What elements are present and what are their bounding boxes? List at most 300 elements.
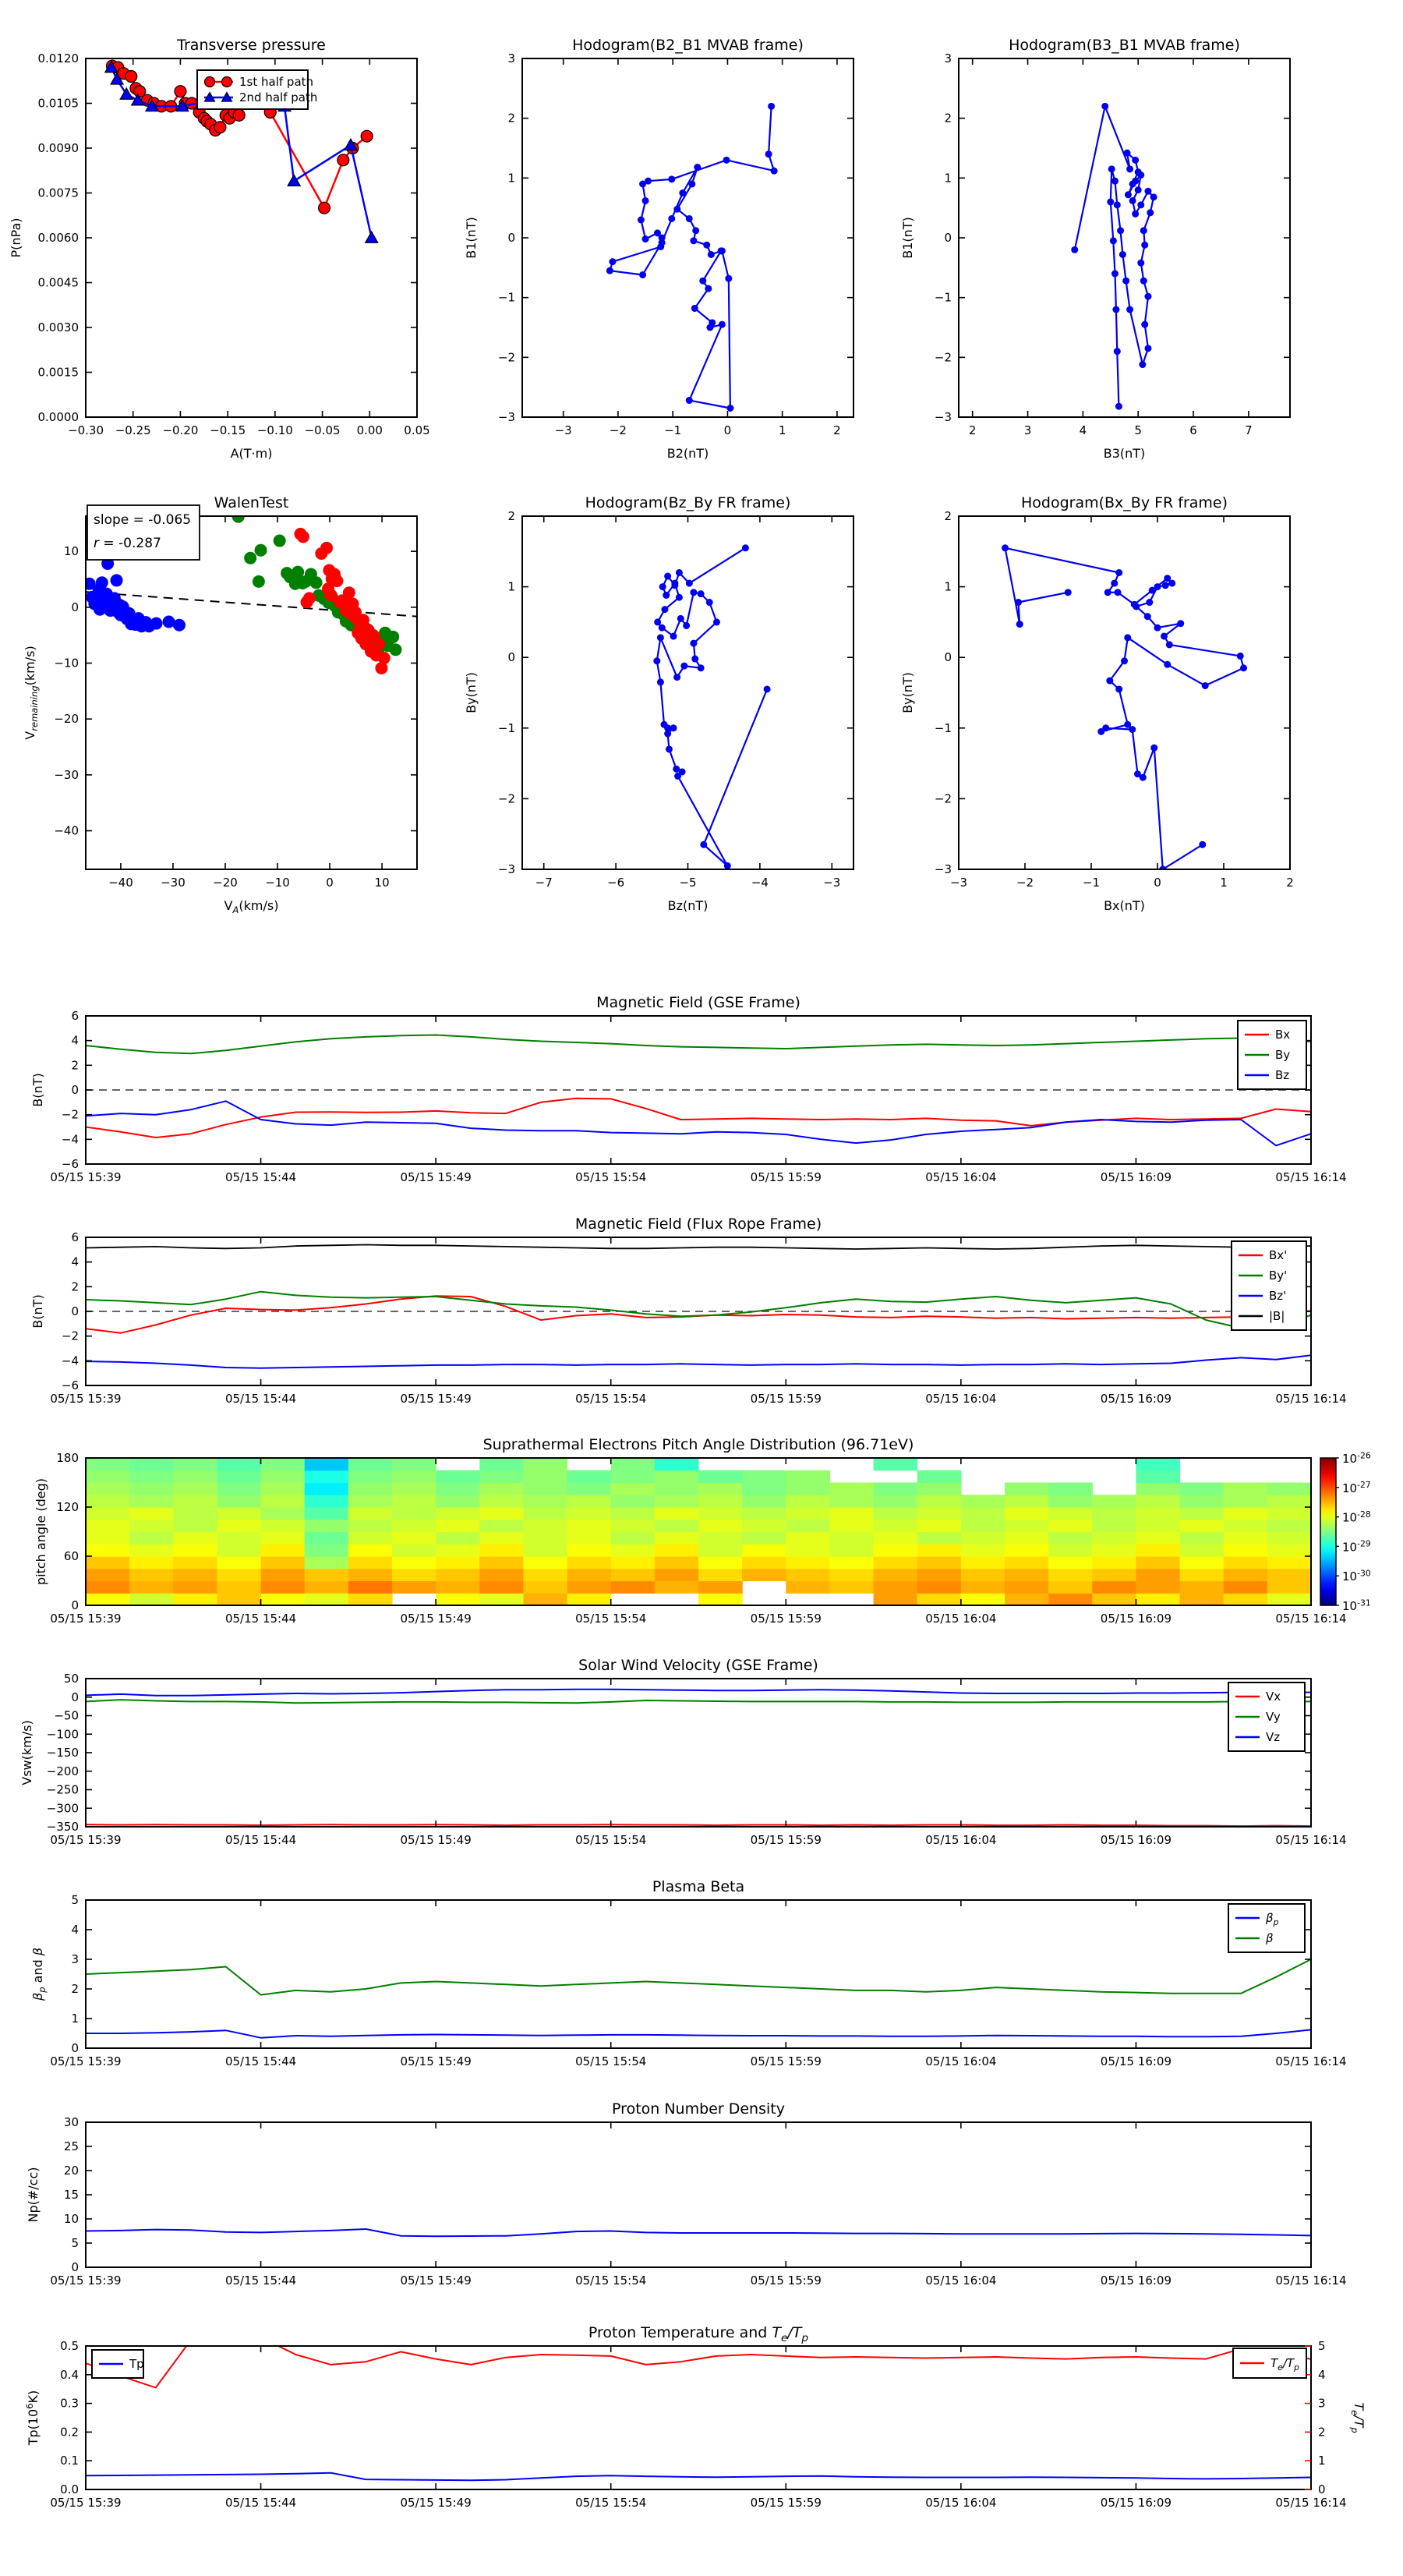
heatmap-cell — [523, 1556, 567, 1569]
heatmap-cell — [917, 1556, 962, 1569]
heatmap-cell — [86, 1520, 130, 1532]
series-Vx — [86, 1824, 1311, 1826]
heatmap-cell — [348, 1581, 393, 1594]
heatmap-cell — [874, 1483, 918, 1495]
y-tick-label: 4 — [71, 1033, 79, 1048]
y-axis-label: Vsw(km/s) — [19, 1720, 34, 1785]
heatmap-cell — [217, 1593, 261, 1605]
x-tick-label: 05/15 15:59 — [750, 1833, 822, 1847]
heatmap-cell — [961, 1507, 1005, 1520]
point-marker — [1202, 682, 1209, 689]
heatmap-cell — [392, 1532, 436, 1545]
x-tick-label: 05/15 16:14 — [1275, 1833, 1347, 1847]
point-marker — [1112, 306, 1119, 313]
heatmap-cell — [917, 1581, 962, 1594]
point-marker — [337, 154, 349, 166]
y-tick-label: 0 — [71, 1598, 79, 1612]
heatmap-cell — [917, 1483, 962, 1495]
point-marker — [1177, 620, 1184, 627]
heatmap-cell — [173, 1520, 217, 1532]
point-marker — [1129, 197, 1136, 204]
point-marker — [699, 278, 706, 285]
y-tick-label: 10 — [63, 544, 79, 559]
heatmap-cell — [348, 1495, 393, 1507]
y-tick-label: −1 — [497, 720, 515, 735]
fit-line — [86, 592, 417, 617]
point-marker — [1125, 191, 1132, 198]
x-tick-label: 05/15 15:49 — [400, 1392, 472, 1406]
series-Np — [86, 2229, 1311, 2236]
point-marker — [659, 625, 666, 632]
point-marker — [1137, 201, 1144, 208]
y-tick-label: 1 — [944, 579, 952, 594]
heatmap-cell — [655, 1532, 699, 1545]
point-marker — [1115, 569, 1122, 576]
heatmap-cell — [1048, 1532, 1093, 1545]
x-tick-label: 05/15 16:04 — [925, 1833, 997, 1847]
point-marker — [1150, 745, 1157, 752]
heatmap-cell — [1005, 1532, 1049, 1545]
heatmap-cell — [1267, 1483, 1312, 1495]
x-tick-label: −3 — [823, 876, 841, 890]
point-marker — [663, 592, 670, 599]
x-axis-label: Bz(nT) — [667, 898, 709, 913]
heatmap-cell — [1092, 1532, 1136, 1545]
heatmap-cell — [1224, 1520, 1268, 1532]
y-tick-label: −200 — [46, 1764, 79, 1778]
heatmap-cell — [1136, 1593, 1180, 1605]
heatmap-cell — [392, 1581, 436, 1594]
heatmap-cell — [829, 1520, 874, 1532]
point-marker — [691, 305, 698, 312]
heatmap-cell — [392, 1544, 436, 1556]
y-tick-label: 6 — [71, 1009, 79, 1023]
x-tick-label: −3 — [949, 876, 968, 890]
heatmap-cell — [786, 1483, 830, 1495]
y-axis-label: B1(nT) — [900, 217, 915, 259]
panel-title: Suprathermal Electrons Pitch Angle Distribution (96.71eV) — [482, 1436, 914, 1453]
series-Bz' — [86, 1355, 1311, 1368]
heatmap-cell — [917, 1520, 962, 1532]
point-marker — [639, 271, 646, 278]
heatmap-cell — [1092, 1520, 1136, 1532]
heatmap-cell — [523, 1544, 567, 1556]
heatmap-cell — [305, 1544, 349, 1556]
heatmap-cell — [829, 1532, 874, 1545]
x-tick-label: −2 — [609, 423, 627, 437]
y-tick-label: 0.0060 — [37, 231, 79, 245]
heatmap-cell — [1180, 1532, 1225, 1545]
heatmap-cell — [742, 1569, 786, 1581]
heatmap-cell — [874, 1507, 918, 1520]
heatmap-cell — [742, 1495, 786, 1507]
point-marker — [676, 569, 683, 576]
point-marker — [686, 580, 693, 587]
heatmap-cell — [392, 1569, 436, 1581]
heatmap-cell — [874, 1520, 918, 1532]
heatmap-cell — [1048, 1507, 1093, 1520]
heatmap-cell — [1267, 1593, 1312, 1605]
point-marker — [726, 405, 733, 412]
x-tick-label: 05/15 15:54 — [575, 1612, 647, 1626]
heatmap-cell — [86, 1495, 130, 1507]
heatmap-cell — [961, 1532, 1005, 1545]
triangle-marker — [288, 175, 300, 186]
heatmap-cell — [829, 1556, 874, 1569]
heatmap-cell — [1267, 1581, 1312, 1594]
y-tick-label: 2 — [507, 509, 515, 523]
heatmap-cell — [611, 1483, 656, 1495]
point-marker — [679, 189, 686, 196]
point-marker — [673, 206, 680, 213]
y-axis-label: B(nT) — [30, 1073, 45, 1107]
panel-hodogram-bxby — [900, 494, 1294, 913]
heatmap-cell — [1224, 1556, 1268, 1569]
x-tick-label: 05/15 16:09 — [1100, 2273, 1172, 2288]
y-tick-label: 6 — [71, 1230, 79, 1244]
y-tick-label: 0 — [71, 1690, 79, 1704]
heatmap-cell — [961, 1581, 1005, 1594]
legend — [1238, 1021, 1306, 1089]
y-tick-label: −350 — [46, 1820, 79, 1834]
point-marker — [668, 215, 675, 222]
y-tick-label: −1 — [934, 720, 952, 735]
point-marker — [274, 535, 286, 547]
x-tick-label: 6 — [1189, 423, 1197, 437]
colorbar-tick-label: $10^{-26}$ — [1342, 1450, 1371, 1466]
y-tick-label: 0 — [944, 231, 952, 245]
point-marker — [1119, 251, 1126, 258]
heatmap-cell — [129, 1593, 174, 1605]
y-axis-label: pitch angle (deg) — [34, 1477, 48, 1586]
heatmap-cell — [917, 1470, 962, 1483]
heatmap-cell — [786, 1544, 830, 1556]
heatmap-cell — [567, 1593, 612, 1605]
heatmap-cell — [567, 1483, 612, 1495]
point-marker — [297, 531, 309, 543]
heatmap-cell — [1224, 1507, 1268, 1520]
x-tick-label: −3 — [554, 423, 572, 437]
heatmap-cell — [479, 1593, 524, 1605]
y-tick-label: −4 — [61, 1353, 79, 1368]
heatmap-cell — [523, 1593, 567, 1605]
heatmap-cell — [611, 1470, 656, 1483]
heatmap-cell — [217, 1458, 261, 1470]
legend-label: $\beta_p$ — [1266, 1911, 1279, 1927]
annotation-line: r = -0.287 — [94, 536, 161, 551]
heatmap-cell — [129, 1458, 174, 1470]
heatmap-cell — [1180, 1495, 1225, 1507]
heatmap-cell — [173, 1556, 217, 1569]
heatmap-cell — [1048, 1569, 1093, 1581]
heatmap-cell — [436, 1507, 480, 1520]
heatmap-cell — [611, 1544, 656, 1556]
point-marker — [1144, 293, 1151, 300]
x-tick-label: −6 — [607, 876, 625, 890]
heatmap-cell — [1136, 1483, 1180, 1495]
y-tick-label: −2 — [934, 350, 952, 365]
heatmap-cell — [655, 1581, 699, 1594]
heatmap-cell — [348, 1593, 393, 1605]
heatmap-cell — [1092, 1569, 1136, 1581]
heatmap-cell — [523, 1569, 567, 1581]
point-marker — [708, 251, 715, 258]
heatmap-cell — [1005, 1556, 1049, 1569]
heatmap-cell — [129, 1581, 174, 1594]
heatmap-cell — [698, 1556, 743, 1569]
point-marker — [706, 324, 713, 331]
heatmap-cell — [1005, 1483, 1049, 1495]
point-marker — [1154, 583, 1161, 590]
heatmap-cell — [655, 1569, 699, 1581]
y-tick-label: 3 — [507, 51, 515, 65]
heatmap-cell — [217, 1569, 261, 1581]
colorbar — [1320, 1450, 1371, 1613]
heatmap-cell — [479, 1544, 524, 1556]
point-marker — [222, 77, 232, 87]
point-marker — [703, 242, 710, 249]
panel-transverse-pressure — [9, 37, 430, 461]
y-tick-label: −3 — [934, 862, 952, 876]
point-marker — [310, 576, 323, 589]
heatmap-cell — [611, 1556, 656, 1569]
point-marker — [1140, 278, 1147, 285]
heatmap-cell — [1048, 1495, 1093, 1507]
heatmap-cell — [611, 1458, 656, 1470]
point-marker — [111, 574, 123, 586]
point-marker — [677, 615, 684, 622]
panel-title: Proton Number Density — [612, 2100, 785, 2118]
x-tick-label: 05/15 15:54 — [575, 1833, 647, 1847]
heatmap-cell — [874, 1556, 918, 1569]
colorbar-tick-label: $10^{-31}$ — [1342, 1598, 1371, 1613]
x-tick-label: 05/15 16:04 — [925, 1612, 997, 1626]
heatmap-cell — [173, 1544, 217, 1556]
y-tick-label: 0.0 — [60, 2482, 79, 2496]
x-tick-label: 05/15 15:49 — [400, 2054, 472, 2068]
heatmap-cell — [436, 1532, 480, 1545]
heatmap-cell — [305, 1495, 349, 1507]
heatmap-cell — [173, 1593, 217, 1605]
x-tick-label: −10 — [265, 876, 290, 890]
heatmap-cell — [786, 1507, 830, 1520]
point-marker — [690, 640, 697, 647]
heatmap-cell — [436, 1569, 480, 1581]
heatmap-cell — [1136, 1495, 1180, 1507]
point-marker — [686, 215, 693, 222]
point-marker — [691, 656, 698, 663]
heatmap-cell — [1005, 1581, 1049, 1594]
x-tick-label: −5 — [679, 876, 697, 890]
x-tick-label: 2 — [1286, 876, 1294, 890]
heatmap-cell — [173, 1495, 217, 1507]
heatmap-cell — [1224, 1581, 1268, 1594]
x-tick-label: 05/15 16:09 — [1100, 2496, 1172, 2510]
heatmap-cell — [567, 1507, 612, 1520]
x-tick-label: 7 — [1245, 423, 1253, 437]
heatmap-cell — [655, 1495, 699, 1507]
legend — [1232, 1241, 1306, 1330]
heatmap-cell — [1224, 1495, 1268, 1507]
heatmap-cell — [217, 1556, 261, 1569]
heatmap-cell — [173, 1507, 217, 1520]
heatmap-cell — [436, 1544, 480, 1556]
heatmap-cell — [917, 1569, 962, 1581]
panel-title: Hodogram(B3_B1 MVAB frame) — [1009, 37, 1240, 54]
legend-label: Bx — [1275, 1028, 1291, 1042]
heatmap-cell — [173, 1581, 217, 1594]
heatmap-cell — [1136, 1581, 1180, 1594]
y-tick-label: 1 — [71, 2012, 79, 2026]
point-marker — [1129, 726, 1136, 733]
point-marker — [690, 589, 697, 596]
y-axis-label: By(nT) — [464, 672, 479, 713]
heatmap-cell — [523, 1520, 567, 1532]
y-tick-label: 2 — [507, 111, 515, 126]
point-marker — [1135, 186, 1142, 193]
panel-b-gse — [30, 994, 1347, 1184]
y-tick-label: −3 — [934, 410, 952, 424]
y-tick-label: 15 — [63, 2188, 79, 2202]
y-tick-label: 0.0015 — [37, 365, 79, 380]
point-marker — [373, 638, 385, 650]
legend-label: |B| — [1269, 1309, 1285, 1323]
x-tick-label: 05/15 15:54 — [575, 2054, 647, 2068]
legend-label: $T_e/T_p$ — [1270, 2356, 1299, 2373]
x-axis-label: B2(nT) — [666, 446, 709, 461]
panel-title: Magnetic Field (Flux Rope Frame) — [574, 1215, 822, 1233]
heatmap-cell — [305, 1507, 349, 1520]
point-marker — [725, 275, 732, 282]
point-marker — [390, 643, 402, 656]
point-marker — [1150, 193, 1157, 200]
point-marker — [1106, 678, 1113, 685]
point-marker — [96, 576, 108, 589]
y-tick-label: 1 — [944, 171, 952, 186]
point-marker — [150, 617, 162, 630]
heatmap-cell — [261, 1593, 306, 1605]
panel-title: Hodogram(Bx_By FR frame) — [1020, 494, 1228, 511]
y-tick-label: 0.0090 — [37, 141, 79, 155]
x-tick-label: 0 — [326, 876, 334, 890]
point-marker — [719, 321, 726, 328]
x-tick-label: 0 — [1154, 876, 1161, 890]
x-tick-label: 05/15 16:14 — [1275, 1392, 1347, 1406]
legend-label: By — [1275, 1048, 1291, 1062]
point-marker — [723, 157, 730, 164]
heatmap-cell — [655, 1520, 699, 1532]
legend-label: Vy — [1266, 1710, 1281, 1724]
point-marker — [1126, 165, 1133, 172]
heatmap-cell — [1136, 1507, 1180, 1520]
series-Te/Tp — [86, 2336, 1311, 2387]
heatmap-cell — [523, 1581, 567, 1594]
y-tick-label: −2 — [497, 791, 515, 806]
y-tick-label: 2 — [71, 1058, 79, 1073]
point-marker — [1132, 178, 1139, 185]
point-marker — [387, 631, 399, 643]
x-tick-label: 05/15 16:14 — [1275, 1170, 1347, 1184]
heatmap-cell — [917, 1532, 962, 1545]
y2-tick-label: 1 — [1318, 2454, 1326, 2468]
point-marker — [706, 599, 713, 606]
heatmap-cell — [261, 1470, 306, 1483]
heatmap-cell — [305, 1569, 349, 1581]
heatmap-cell — [1136, 1532, 1180, 1545]
triangle-marker — [366, 232, 378, 242]
point-marker — [705, 285, 712, 292]
heatmap-cell — [698, 1520, 743, 1532]
heatmap-cell — [1180, 1556, 1225, 1569]
x-tick-label: 05/15 15:59 — [750, 2273, 822, 2288]
heatmap-cell — [698, 1544, 743, 1556]
x-tick-label: 0 — [723, 423, 732, 437]
heatmap-cell — [567, 1495, 612, 1507]
point-marker — [1122, 278, 1129, 285]
panel-hodogram-b2b1 — [464, 37, 853, 461]
panel-walen-test — [23, 494, 417, 915]
y-tick-label: −100 — [46, 1727, 79, 1742]
point-marker — [1132, 211, 1139, 218]
x-tick-label: −20 — [213, 876, 238, 890]
point-marker — [324, 589, 337, 601]
heatmap-cell — [1092, 1544, 1136, 1556]
heatmap-cell — [479, 1470, 524, 1483]
point-marker — [205, 77, 215, 87]
heatmap-cell — [786, 1532, 830, 1545]
legend-label: 1st half path — [239, 75, 314, 89]
legend-label: β — [1266, 1931, 1274, 1945]
plot-frame — [86, 2122, 1311, 2267]
y-tick-label: 2 — [71, 1279, 79, 1294]
legend-label: Vx — [1266, 1690, 1281, 1704]
point-marker — [1111, 271, 1119, 278]
y-tick-label: −6 — [61, 1157, 79, 1171]
heatmap-cell — [1005, 1569, 1049, 1581]
series-beta_p — [86, 2029, 1311, 2037]
heatmap-cell — [1092, 1593, 1136, 1605]
x-tick-label: 05/15 15:39 — [50, 2496, 122, 2510]
heatmap-cell — [217, 1532, 261, 1545]
x-tick-label: 05/15 15:39 — [50, 2273, 122, 2288]
plot-frame — [86, 58, 417, 417]
point-marker — [1015, 599, 1022, 606]
point-marker — [233, 109, 245, 121]
y-tick-label: −20 — [54, 712, 79, 727]
y-tick-label: 25 — [63, 2139, 79, 2153]
y-tick-label: 0.2 — [60, 2425, 79, 2440]
x-tick-label: 05/15 15:44 — [224, 1170, 297, 1184]
x-tick-label: −0.10 — [256, 423, 293, 437]
point-marker — [253, 575, 265, 588]
plot-frame — [959, 58, 1290, 417]
panel-tp — [24, 2324, 1366, 2510]
y-tick-label: 2 — [944, 111, 952, 126]
heatmap-cell — [261, 1532, 306, 1545]
heatmap-cell — [479, 1483, 524, 1495]
y-tick-label: −30 — [54, 767, 79, 782]
y-tick-label: 0 — [71, 2260, 79, 2274]
y-tick-label: 20 — [63, 2164, 79, 2178]
panel-pad — [34, 1436, 1371, 1626]
x-tick-label: 05/15 16:04 — [925, 1392, 997, 1406]
x-tick-label: 0.05 — [404, 423, 430, 437]
point-marker — [664, 731, 671, 738]
heatmap-cell — [742, 1544, 786, 1556]
heatmap-cell — [611, 1581, 656, 1594]
y-tick-label: −1 — [497, 290, 515, 305]
x-tick-label: 05/15 15:49 — [400, 2496, 472, 2510]
